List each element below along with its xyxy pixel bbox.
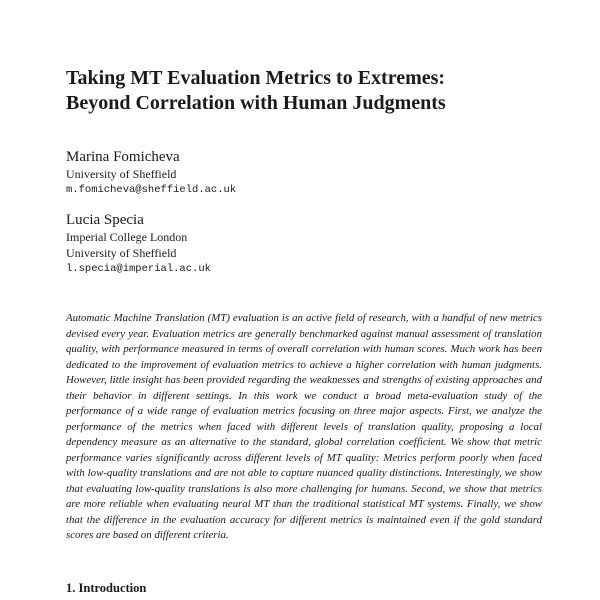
- paper-title: [66, 66, 536, 116]
- author-affiliation: University of Sheffield: [66, 167, 177, 181]
- author-email: m.fomicheva@sheffield.ac.uk: [66, 184, 237, 196]
- title-line-1: Taking MT Evaluation Metrics to Extremes:: [66, 67, 446, 89]
- author-block-1: [66, 148, 366, 198]
- section-heading-introduction: 1. Introduction: [66, 581, 147, 595]
- author-block-2: [66, 211, 366, 277]
- author-name: Lucia Specia: [66, 212, 144, 228]
- author-affiliation: Imperial College London: [66, 230, 188, 244]
- author-affiliation: University of Sheffield: [66, 246, 177, 260]
- author-name: Marina Fomicheva: [66, 149, 180, 165]
- author-email: l.specia@imperial.ac.uk: [66, 263, 211, 275]
- title-line-2: Beyond Correlation with Human Judgments: [66, 92, 446, 114]
- abstract-text: Automatic Machine Translation (MT) evaluation is an active field of research, with a handful of new metrics devised every year. Evaluation metrics are generally benchmarked against manual assessment of translation quality, with performance measured in terms of overall correlation with human scores. Much work has been dedicated to the improvement of evaluation metrics to achieve a higher correlation with human judgments. However, little insight has been provided regarding the weaknesses and strengths of existing approaches and their behavior in different settings. In this work we conduct a broad meta-evaluation study of the performance of a wide range of evaluation metrics focusing on three major aspects. First, we analyze the performance of the metrics when faced with different levels of translation quality, proposing a local dependency measure as an alternative to the standard, global correlation coefficient. We show that metric performance varies significantly across different levels of MT quality: Metrics perform poorly when faced with low-quality translations and are not able to capture nuanced quality distinctions. Interestingly, we show that evaluating low-quality translations is also more challenging for humans. Second, we show that metrics are more reliable when evaluating neural MT than the traditional statistical MT systems. Finally, we show that the difference in the evaluation accuracy for different metrics is maintained even if the gold standard scores are based on different criteria.: [66, 312, 542, 541]
